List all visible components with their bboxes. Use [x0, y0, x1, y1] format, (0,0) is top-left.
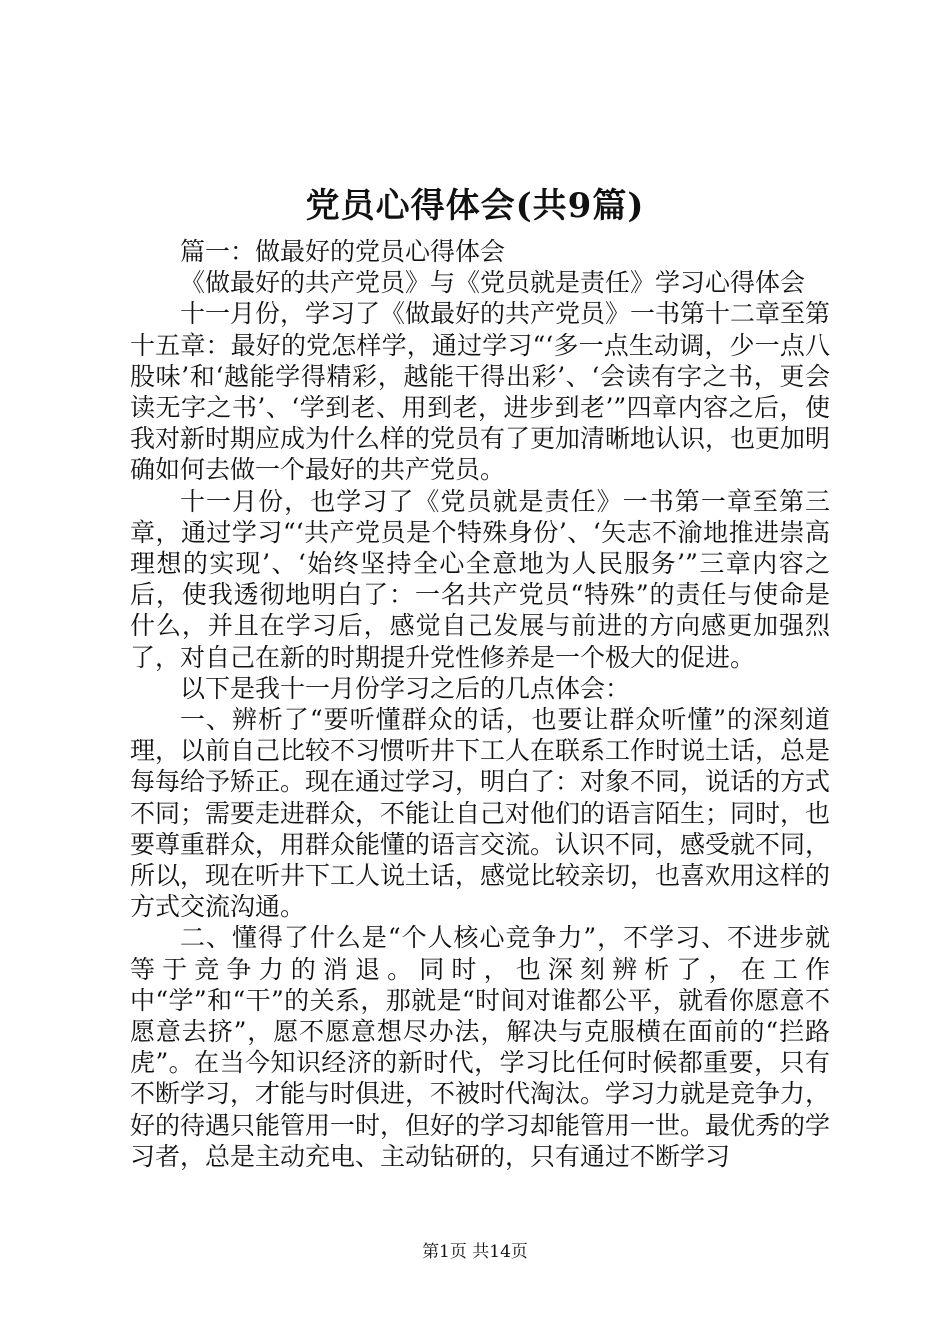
- article-subtitle: 《做最好的共产党员》与《党员就是责任》学习心得体会: [180, 268, 806, 298]
- body-paragraph: 十一月份，也学习了《党员就是责任》一书第一章至第三章，通过学习“‘共产党员是个特殊身份’、‘矢志不渝地推进崇高理想的实现’、‘始终坚持全心全意地为人民服务’”三章内容之后，使我透彻地明白了：一名共产党员“特殊”的责任与使命是什么，并且在学习后，感觉自己发展与前进的方向感更加强烈了，对自己在新的时期提升党性修养是一个极大的促进。: [130, 486, 830, 672]
- page-number-footer: 第1页 共14页: [422, 1242, 528, 1262]
- body-paragraph: 以下是我十一月份学习之后的几点体会：: [180, 673, 631, 703]
- body-paragraph: 二、懂得了什么是“个人核心竞争力”，不学习、不进步就等于竞争力的消退。同时，也深刻辨析了，在工作中“学”和“干”的关系，那就是“时间对谁都公平，就看你愿意不愿意去挤”，愿不愿意想尽办法，解决与克服横在面前的“拦路虎”。在当今知识经济的新时代，学习比任何时候都重要，只有不断学习，才能与时俱进，不被时代淘汰。学习力就是竞争力，好的待遇只能管用一时，但好的学习却能管用一世。最优秀的学习者，总是主动充电、主动钻研的，只有通过不断学习: [130, 923, 831, 1171]
- document-body: [130, 236, 830, 1172]
- page-title: 党员心得体会(共9篇): [305, 186, 645, 226]
- section-heading: 篇一：做最好的党员心得体会: [180, 237, 506, 266]
- body-paragraph: 一、辨析了“要听懂群众的话，也要让群众听懂”的深刻道理，以前自己比较不习惯听井下工人在联系工作时说土话，总是每每给予矫正。现在通过学习，明白了：对象不同，说话的方式不同；需要走进群众，不能让自己对他们的语言陌生；同时，也要尊重群众，用群众能懂的语言交流。认识不同，感受就不同，所以，现在听井下工人说土话，感觉比较亲切，也喜欢用这样的方式交流沟通。: [130, 705, 831, 922]
- body-paragraph: 十一月份，学习了《做最好的共产党员》一书第十二章至第十五章：最好的党怎样学，通过学习“‘多一点生动调，少一点八股味’和‘越能学得精彩，越能干得出彩’、‘会读有字之书，更会读无字之书’、‘学到老、用到老，进步到老’”四章内容之后，使我对新时期应成为什么样的党员有了更加清晰地认识，也更加明确如何去做一个最好的共产党员。: [130, 299, 831, 485]
